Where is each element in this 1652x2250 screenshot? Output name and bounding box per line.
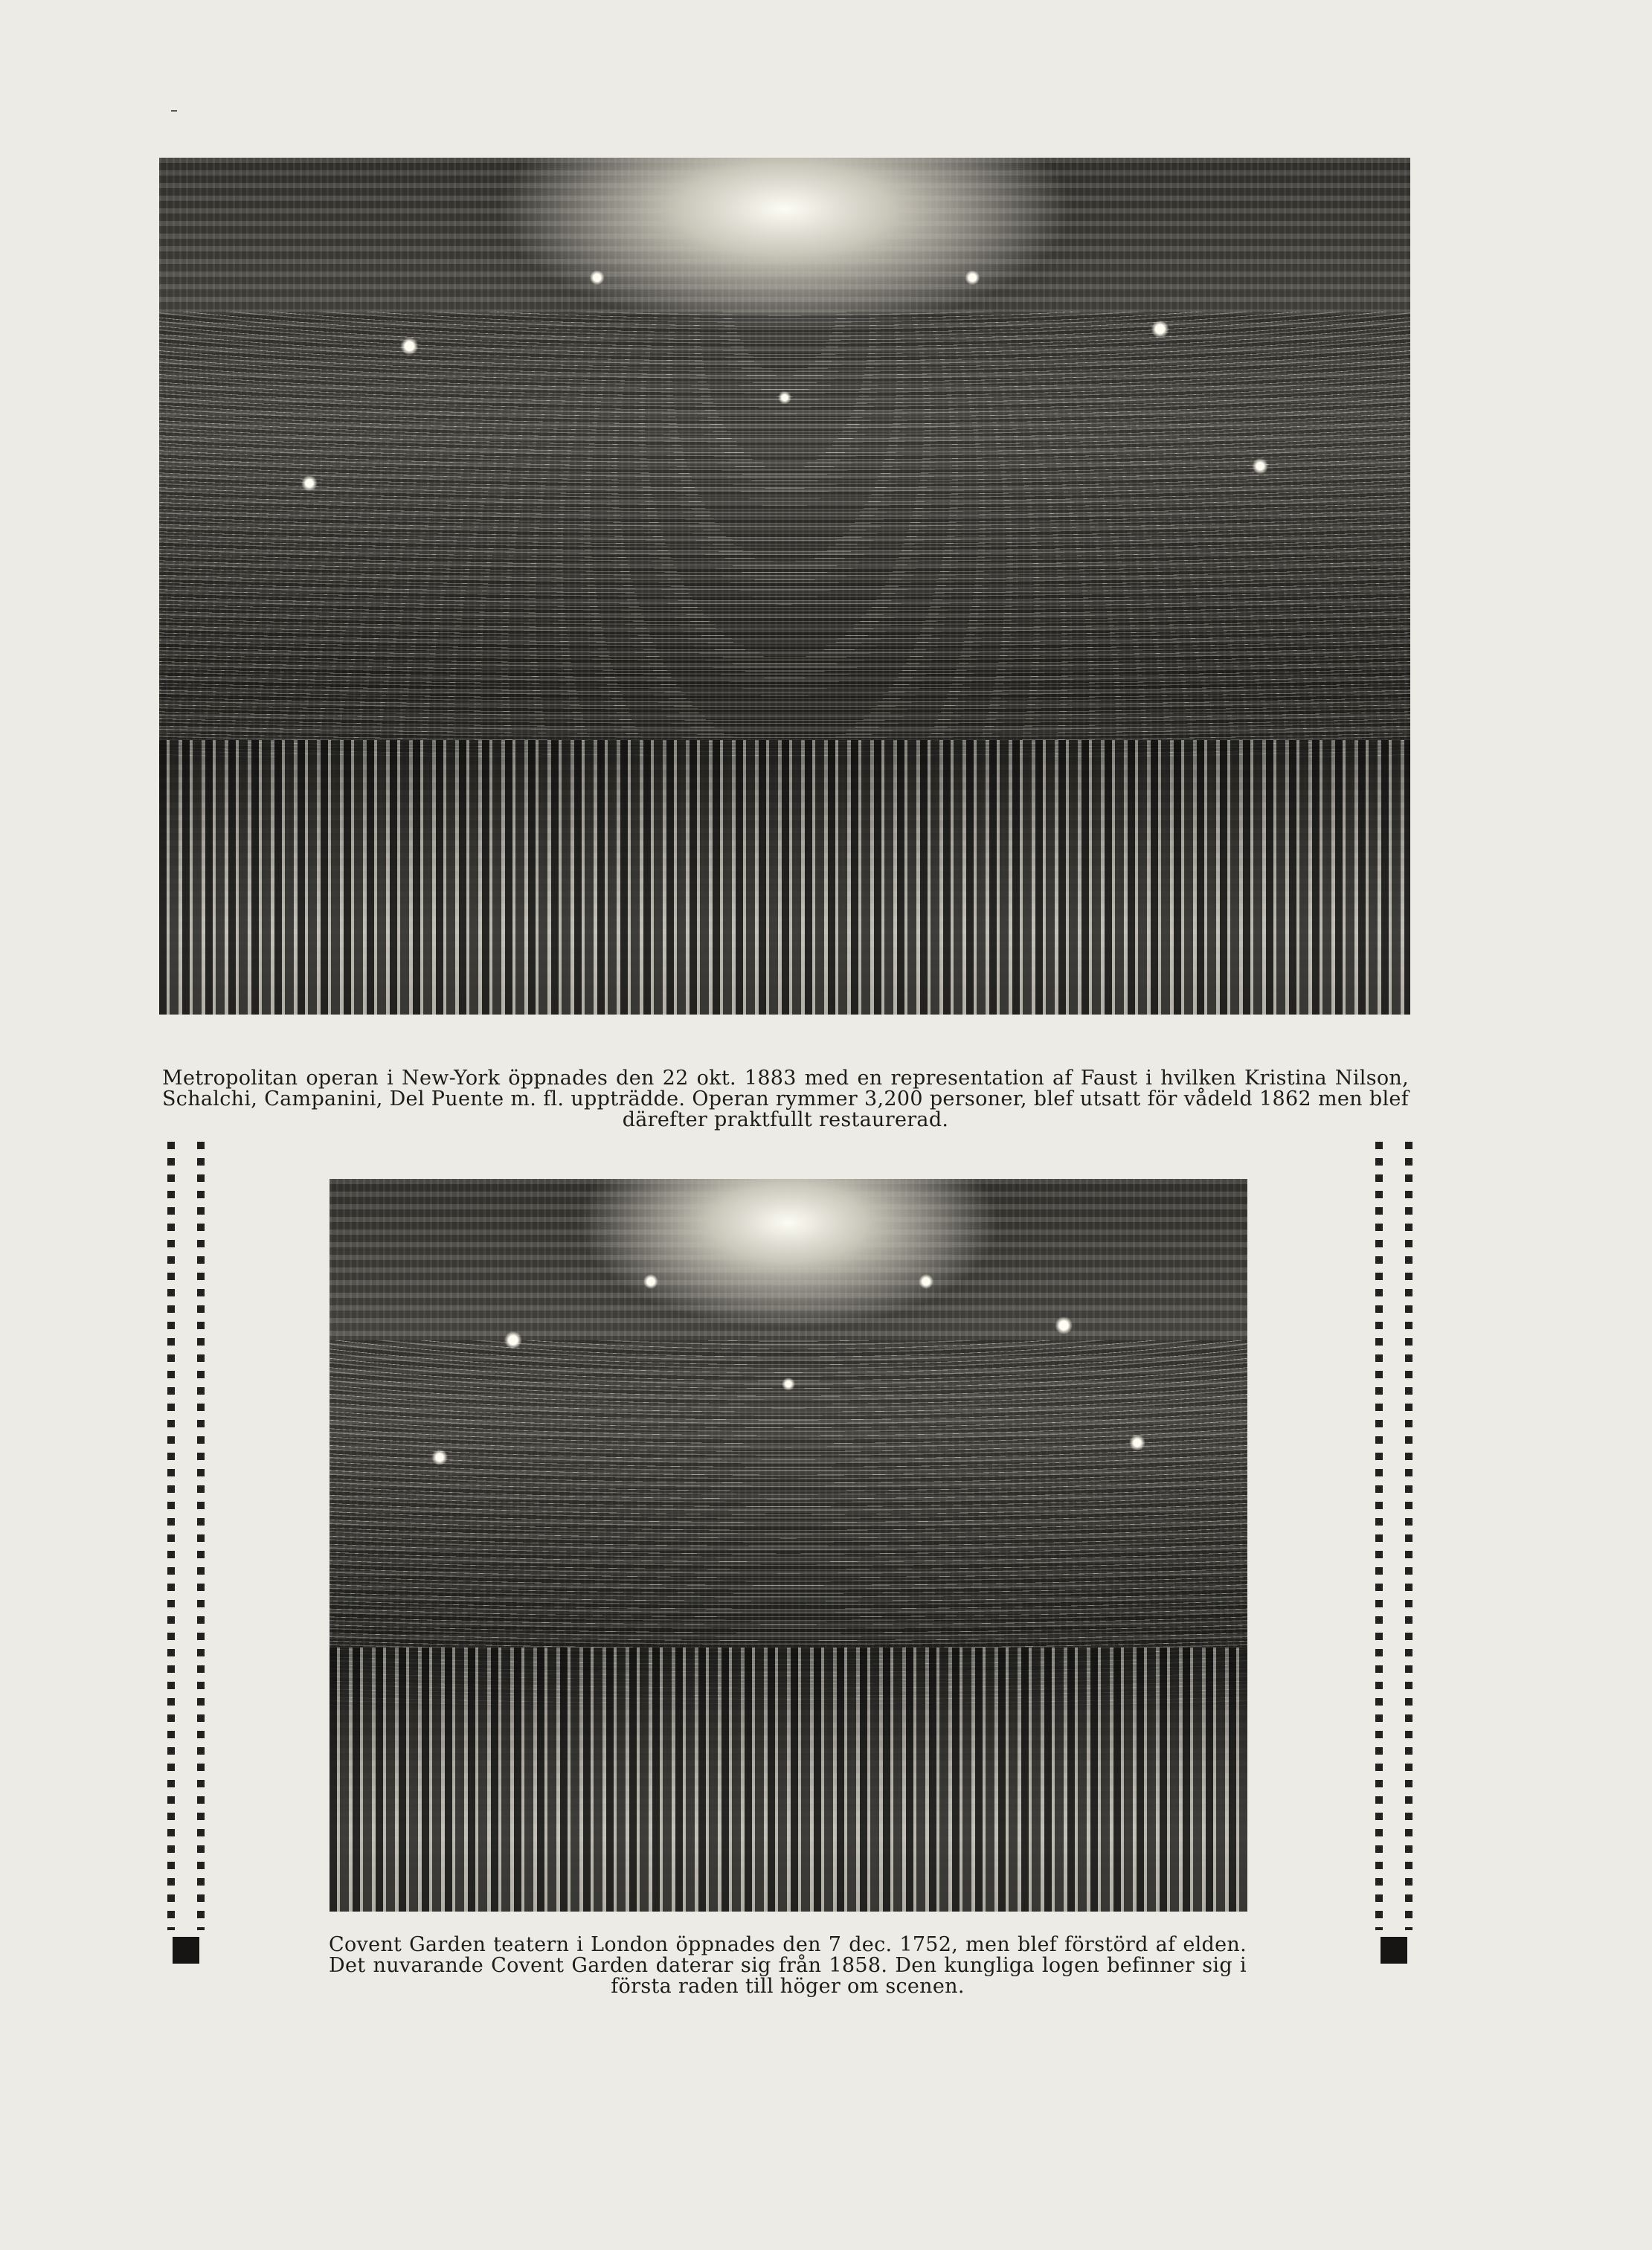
left-dotted-border [167, 1142, 205, 1930]
covent-garden-photo [330, 1179, 1247, 1912]
right-border-end-block [1381, 1937, 1407, 1964]
metropolitan-caption: Metropolitan operan i New-York öppnades den 22 okt. 1883 med en representation af Faust i hvilken Kristina Nilson, Schalchi, Campanini, Del Puente m. fl. uppträdde. Operan rymmer 3,200 personer, blef utsatt för vådeld 1862 men blef därefter praktfullt restaurerad. [162, 1067, 1409, 1131]
left-border-end-block [173, 1937, 199, 1964]
metropolitan-opera-photo [159, 158, 1410, 1015]
stage-performers [330, 1648, 1247, 1912]
covent-garden-caption: Covent Garden teatern i London öppnades den 7 dec. 1752, men blef förstörd af elden. Det nuvarande Covent Garden daterar sig från 1858. Den kungliga logen befinner sig i första raden till höger om scenen. [329, 1933, 1247, 1998]
stage-performers [159, 740, 1410, 1015]
right-dotted-border [1375, 1142, 1412, 1930]
scan-mark [171, 110, 177, 112]
